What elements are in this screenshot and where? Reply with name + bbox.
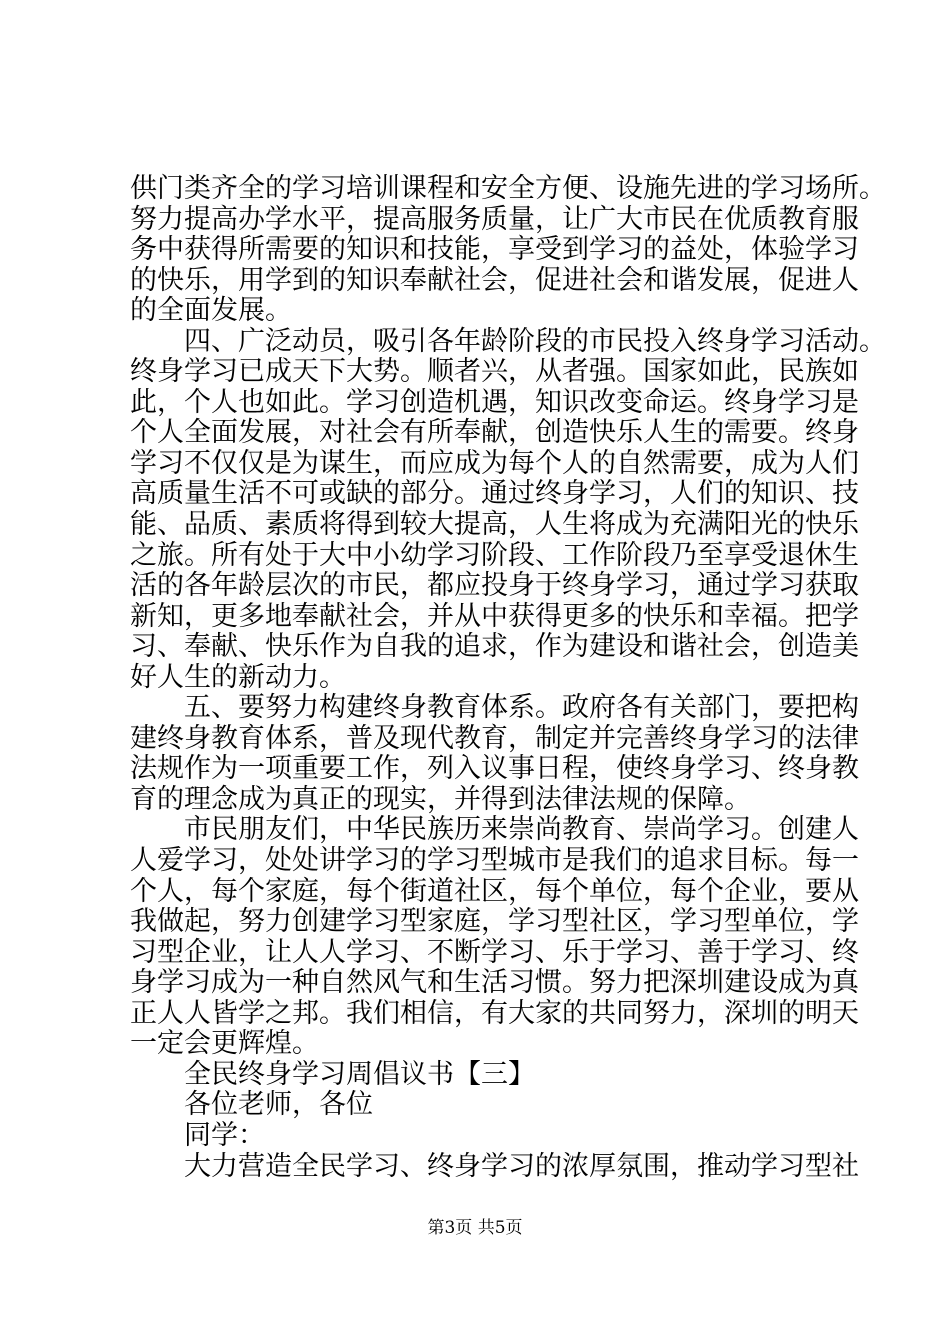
text-line: 育的理念成为真正的现实，并得到法律法规的保障。	[130, 783, 751, 815]
text-line: 高质量生活不可或缺的部分。通过终身学习，人们的知识、技	[130, 478, 859, 510]
text-line: 大力营造全民学习、终身学习的浓厚氛围，推动学习型社	[184, 1150, 859, 1182]
text-line: 市民朋友们，中华民族历来崇尚教育、崇尚学习。创建人	[184, 814, 859, 846]
text-line: 习型企业，让人人学习、不断学习、乐于学习、善于学习、终	[130, 936, 859, 968]
text-line: 习、奉献、快乐作为自我的追求，作为建设和谐社会，创造美	[130, 631, 859, 663]
text-line: 个人，每个家庭，每个街道社区，每个单位，每个企业，要从	[130, 875, 859, 907]
text-line: 身学习成为一种自然风气和生活习惯。努力把深圳建设成为真	[130, 967, 859, 999]
text-line: 法规作为一项重要工作，列入议事日程，使终身学习、终身教	[130, 753, 859, 785]
text-line: 四、广泛动员，吸引各年龄阶段的市民投入终身学习活动。	[184, 325, 886, 357]
text-line: 学习不仅仅是为谋生，而应成为每个人的自然需要，成为人们	[130, 447, 859, 479]
text-line: 之旅。所有处于大中小幼学习阶段、工作阶段乃至享受退休生	[130, 539, 859, 571]
text-line: 的快乐，用学到的知识奉献社会，促进社会和谐发展，促进人	[130, 264, 859, 296]
text-line: 此，个人也如此。学习创造机遇，知识改变命运。终身学习是	[130, 386, 859, 418]
text-line: 努力提高办学水平，提高服务质量，让广大市民在优质教育服	[130, 203, 859, 235]
document-body	[130, 173, 886, 1182]
text-line: 活的各年龄层次的市民，都应投身于终身学习，通过学习获取	[130, 570, 859, 602]
text-line: 人爱学习，处处讲学习的学习型城市是我们的追求目标。每一	[130, 845, 859, 877]
text-line: 一定会更辉煌。	[130, 1028, 319, 1060]
text-line: 终身学习已成天下大势。顺者兴，从者强。国家如此，民族如	[130, 356, 859, 388]
text-line: 好人生的新动力。	[130, 661, 346, 693]
text-line: 能、品质、素质将得到较大提高，人生将成为充满阳光的快乐	[130, 509, 859, 541]
text-line: 的全面发展。	[130, 295, 292, 327]
text-line: 务中获得所需要的知识和技能，享受到学习的益处，体验学习	[130, 234, 859, 266]
text-line: 个人全面发展，对社会有所奉献，创造快乐人生的需要。终身	[130, 417, 859, 449]
text-line: 我做起，努力创建学习型家庭，学习型社区，学习型单位，学	[130, 906, 859, 938]
text-line: 正人人皆学之邦。我们相信，有大家的共同努力，深圳的明天	[130, 997, 859, 1029]
text-line: 各位老师，各位	[184, 1089, 373, 1121]
text-line: 供门类齐全的学习培训课程和安全方便、设施先进的学习场所。	[130, 173, 886, 204]
text-line: 全民终身学习周倡议书【三】	[184, 1058, 535, 1090]
text-line: 新知，更多地奉献社会，并从中获得更多的快乐和幸福。把学	[130, 600, 859, 632]
text-line: 同学：	[184, 1119, 265, 1151]
page-number-footer: 第3页 共5页	[427, 1218, 523, 1238]
text-line: 建终身教育体系，普及现代教育，制定并完善终身学习的法律	[130, 722, 859, 754]
text-line: 五、要努力构建终身教育体系。政府各有关部门，要把构	[184, 692, 859, 724]
